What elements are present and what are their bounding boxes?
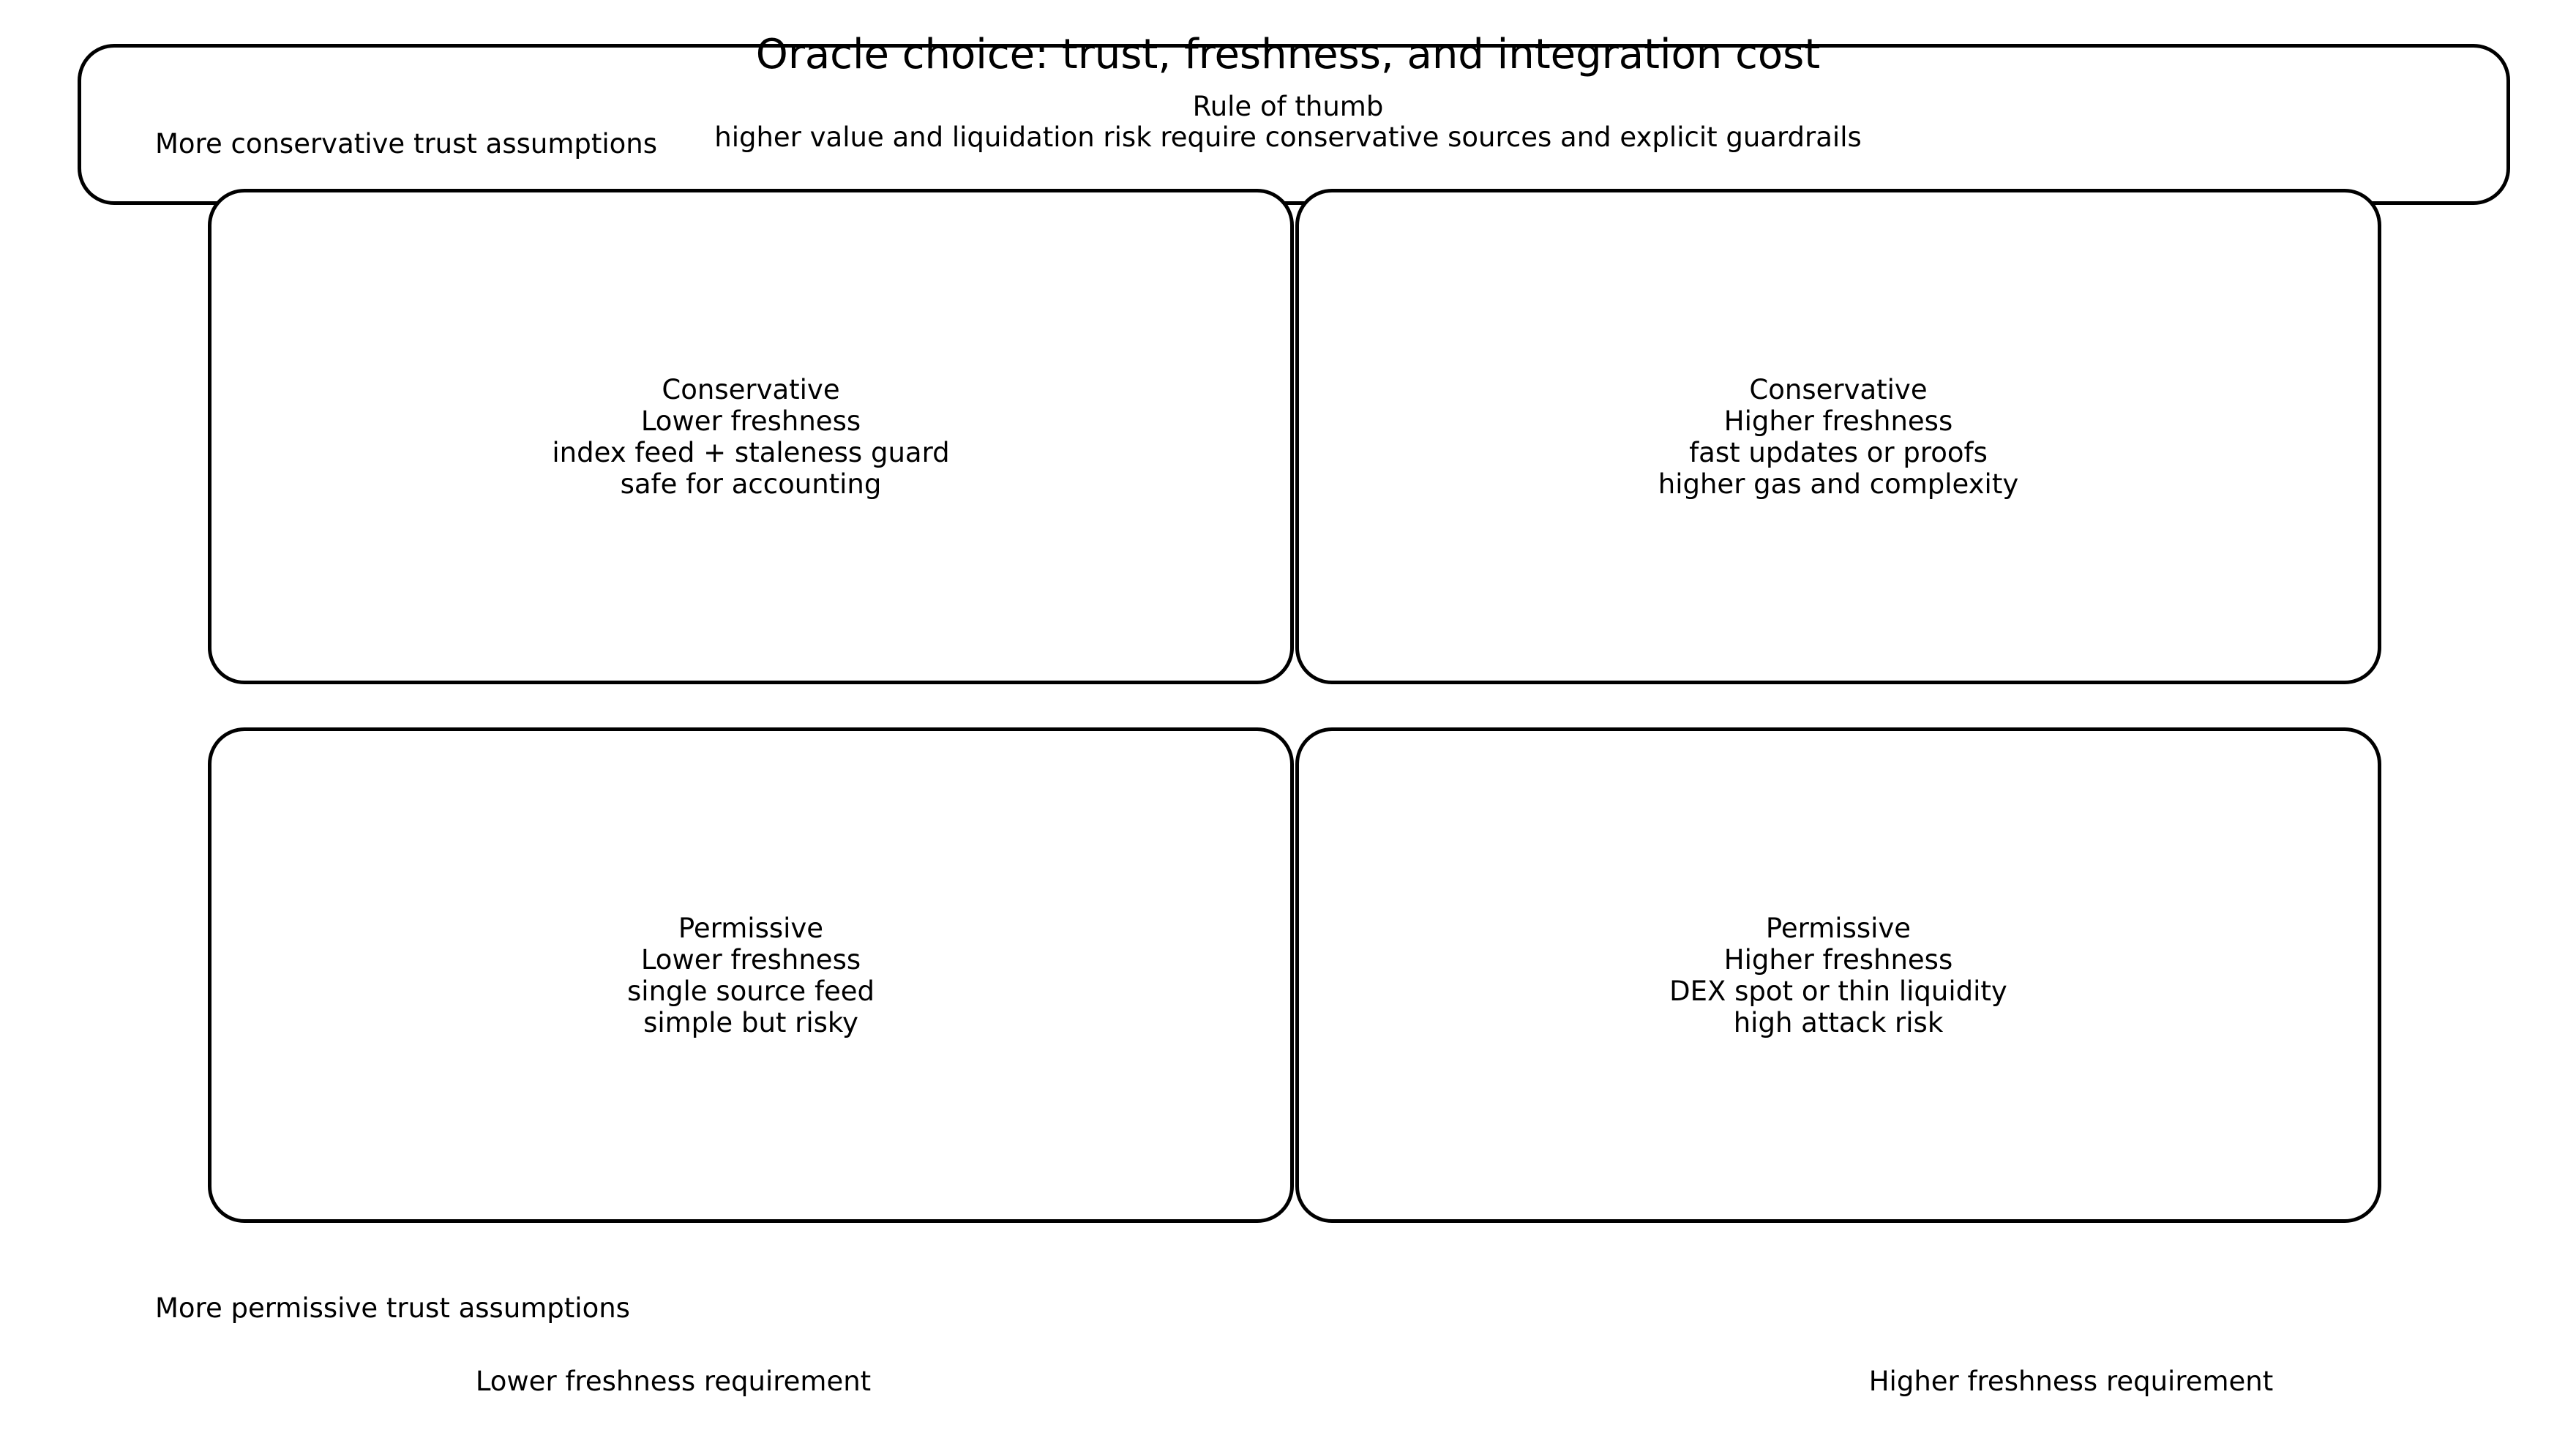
- quadrant-tradeoff-label: safe for accounting: [620, 468, 882, 500]
- rule-of-thumb-heading: Rule of thumb: [1192, 91, 1384, 122]
- quadrant-permissive-higher-freshness: [1295, 727, 2381, 1223]
- quadrant-trust-label: Conservative: [1749, 373, 1928, 405]
- x-axis-right-label: Higher freshness requirement: [1868, 1366, 2274, 1397]
- quadrant-freshness-label: Higher freshness: [1723, 943, 1953, 976]
- quadrant-approach-label: single source feed: [627, 975, 875, 1007]
- quadrant-conservative-higher-freshness: [1295, 189, 2381, 684]
- quadrant-approach-label: DEX spot or thin liquidity: [1669, 975, 2007, 1007]
- quadrant-permissive-lower-freshness: [208, 727, 1294, 1223]
- y-axis-top-label: More conservative trust assumptions: [155, 128, 658, 160]
- quadrant-tradeoff-label: higher gas and complexity: [1658, 468, 2019, 500]
- quadrant-tradeoff-label: simple but risky: [643, 1006, 858, 1038]
- quadrant-freshness-label: Lower freshness: [640, 943, 861, 976]
- quadrant-approach-label: index feed + staleness guard: [552, 436, 950, 468]
- quadrant-freshness-label: Lower freshness: [640, 405, 861, 437]
- quadrant-trust-label: Permissive: [678, 912, 824, 944]
- quadrant-tradeoff-label: high attack risk: [1733, 1006, 1944, 1038]
- x-axis-left-label: Lower freshness requirement: [475, 1366, 872, 1397]
- y-axis-bottom-label: More permissive trust assumptions: [155, 1292, 630, 1324]
- quadrant-trust-label: Permissive: [1765, 912, 1912, 944]
- rule-of-thumb-text: higher value and liquidation risk require conservative sources and explicit guardrails: [714, 121, 1862, 153]
- quadrant-trust-label: Conservative: [662, 373, 840, 405]
- quadrant-conservative-lower-freshness: [208, 189, 1294, 684]
- quadrant-freshness-label: Higher freshness: [1723, 405, 1953, 437]
- diagram-title: Oracle choice: trust, freshness, and integration cost: [755, 31, 1821, 78]
- quadrant-approach-label: fast updates or proofs: [1689, 436, 1988, 468]
